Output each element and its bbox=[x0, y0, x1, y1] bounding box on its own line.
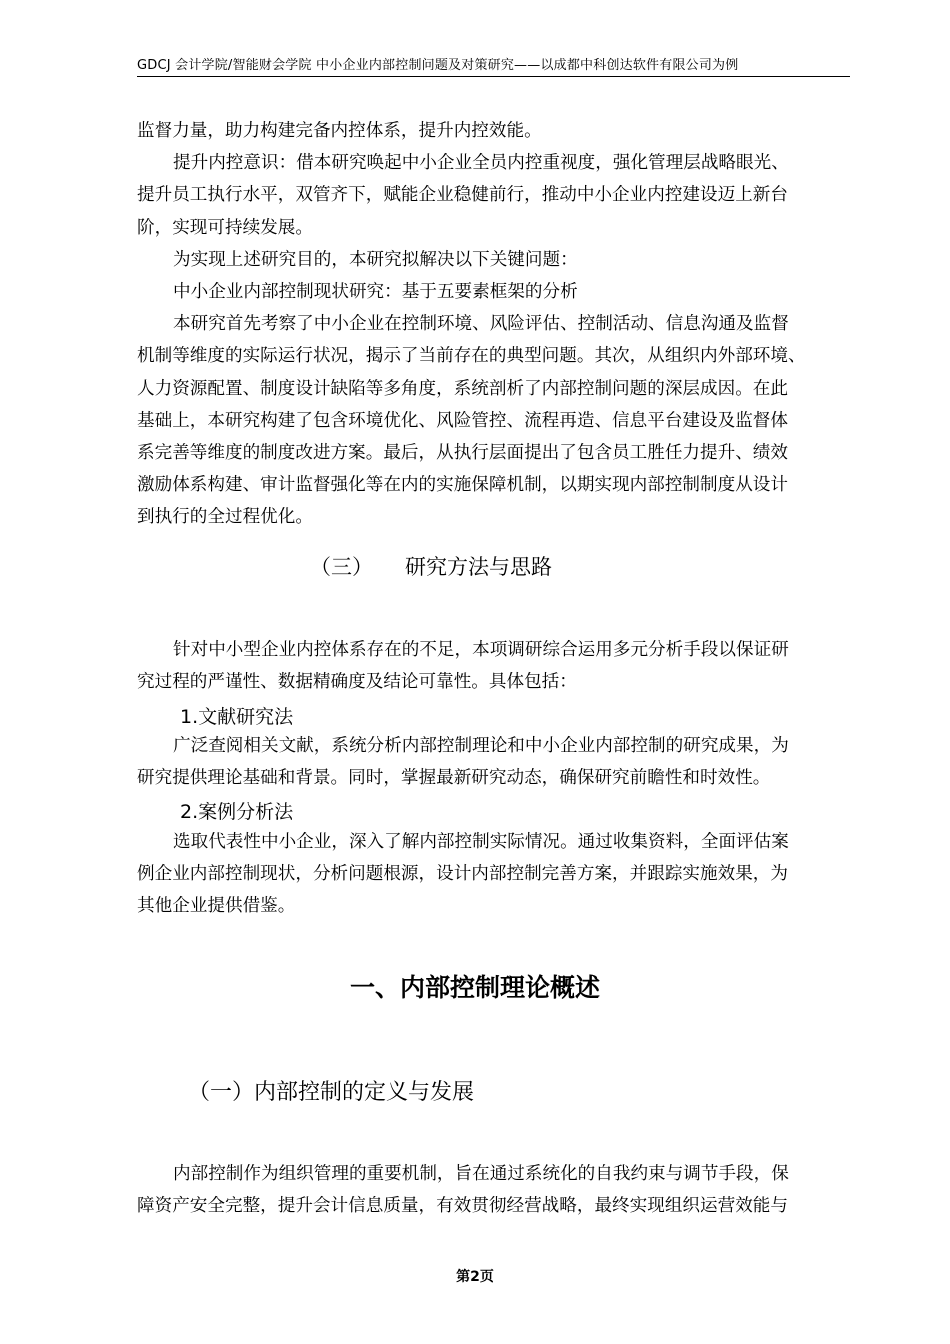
text-line: 本研究首先考察了中小企业在控制环境、风险评估、控制活动、信息沟通及监督 bbox=[173, 314, 789, 335]
text-line: 障资产安全完整，提升会计信息质量，有效贯彻经营战略，最终实现组织运营效能与 bbox=[137, 1196, 788, 1217]
running-header: GDCJ 会计学院/智能财会学院 中小企业内部控制问题及对策研究——以成都中科创达软件有限公司为例 bbox=[137, 54, 850, 77]
text-line: 阶，实现可持续发展。 bbox=[137, 217, 313, 238]
section-title: 研究方法与思路 bbox=[405, 555, 552, 579]
text-line: 到执行的全过程优化。 bbox=[137, 507, 313, 528]
text-line: 机制等维度的实际运行状况，揭示了当前存在的典型问题。其次，从组织内外部环境、 bbox=[137, 346, 806, 367]
text-line: 研究提供理论基础和背景。同时，掌握最新研究动态，确保研究前瞻性和时效性。 bbox=[137, 768, 771, 789]
text-line: 中小企业内部控制现状研究：基于五要素框架的分析 bbox=[173, 281, 578, 302]
chapter-title: 一、内部控制理论概述 bbox=[349, 973, 600, 1002]
text-line: 基础上，本研究构建了包含环境优化、风险管控、流程再造、信息平台建设及监督体 bbox=[137, 410, 788, 431]
text-line: 系完善等维度的制度改进方案。最后，从执行层面提出了包含员工胜任力提升、绩效 bbox=[137, 442, 788, 463]
paragraph-definition bbox=[137, 1158, 850, 1222]
subheading-literature-method: 1.文献研究法 bbox=[180, 706, 294, 728]
text-line: 内部控制作为组织管理的重要机制，旨在通过系统化的自我约束与调节手段，保 bbox=[173, 1164, 789, 1184]
text-line: 监督力量，助力构建完备内控体系，提升内控效能。 bbox=[137, 121, 542, 141]
text-line: 人力资源配置、制度设计缺陷等多角度，系统剖析了内部控制问题的深层成因。在此 bbox=[137, 378, 788, 399]
section-heading-methods bbox=[310, 551, 552, 581]
text-line: 激励体系构建、审计监督强化等在内的实施保障机制，以期实现内部控制制度从设计 bbox=[137, 475, 788, 496]
section-heading-definition: （一）内部控制的定义与发展 bbox=[188, 1080, 475, 1105]
text-line: 究过程的严谨性、数据精确度及结论可靠性。具体包括： bbox=[137, 672, 577, 693]
subheading-case-method: 2.案例分析法 bbox=[180, 801, 294, 823]
page-number: 第2页 bbox=[456, 1269, 494, 1285]
paragraph-case-method bbox=[137, 826, 850, 923]
text-line: 提升内控意识：借本研究唤起中小企业全员内控重视度，强化管理层战略眼光、 bbox=[173, 153, 789, 174]
section-number: （三） bbox=[310, 555, 373, 579]
text-line: 其他企业提供借鉴。 bbox=[137, 896, 296, 917]
text-line: 为实现上述研究目的，本研究拟解决以下关键问题： bbox=[173, 249, 578, 270]
text-line: 选取代表性中小企业，深入了解内部控制实际情况。通过收集资料，全面评估案 bbox=[173, 832, 789, 852]
text-line: 广泛查阅相关文献，系统分析内部控制理论和中小企业内部控制的研究成果，为 bbox=[173, 736, 789, 756]
paragraph-block-intro bbox=[137, 115, 850, 533]
paragraph-literature-method bbox=[137, 730, 850, 794]
text-line: 针对中小型企业内控体系存在的不足，本项调研综合运用多元分析手段以保证研 bbox=[173, 640, 789, 660]
text-line: 例企业内部控制现状，分析问题根源，设计内部控制完善方案，并跟踪实施效果，为 bbox=[137, 864, 788, 885]
text-line: 提升员工执行水平，双管齐下，赋能企业稳健前行，推动中小企业内控建设迈上新台 bbox=[137, 185, 788, 206]
paragraph-block-methods bbox=[137, 634, 850, 698]
